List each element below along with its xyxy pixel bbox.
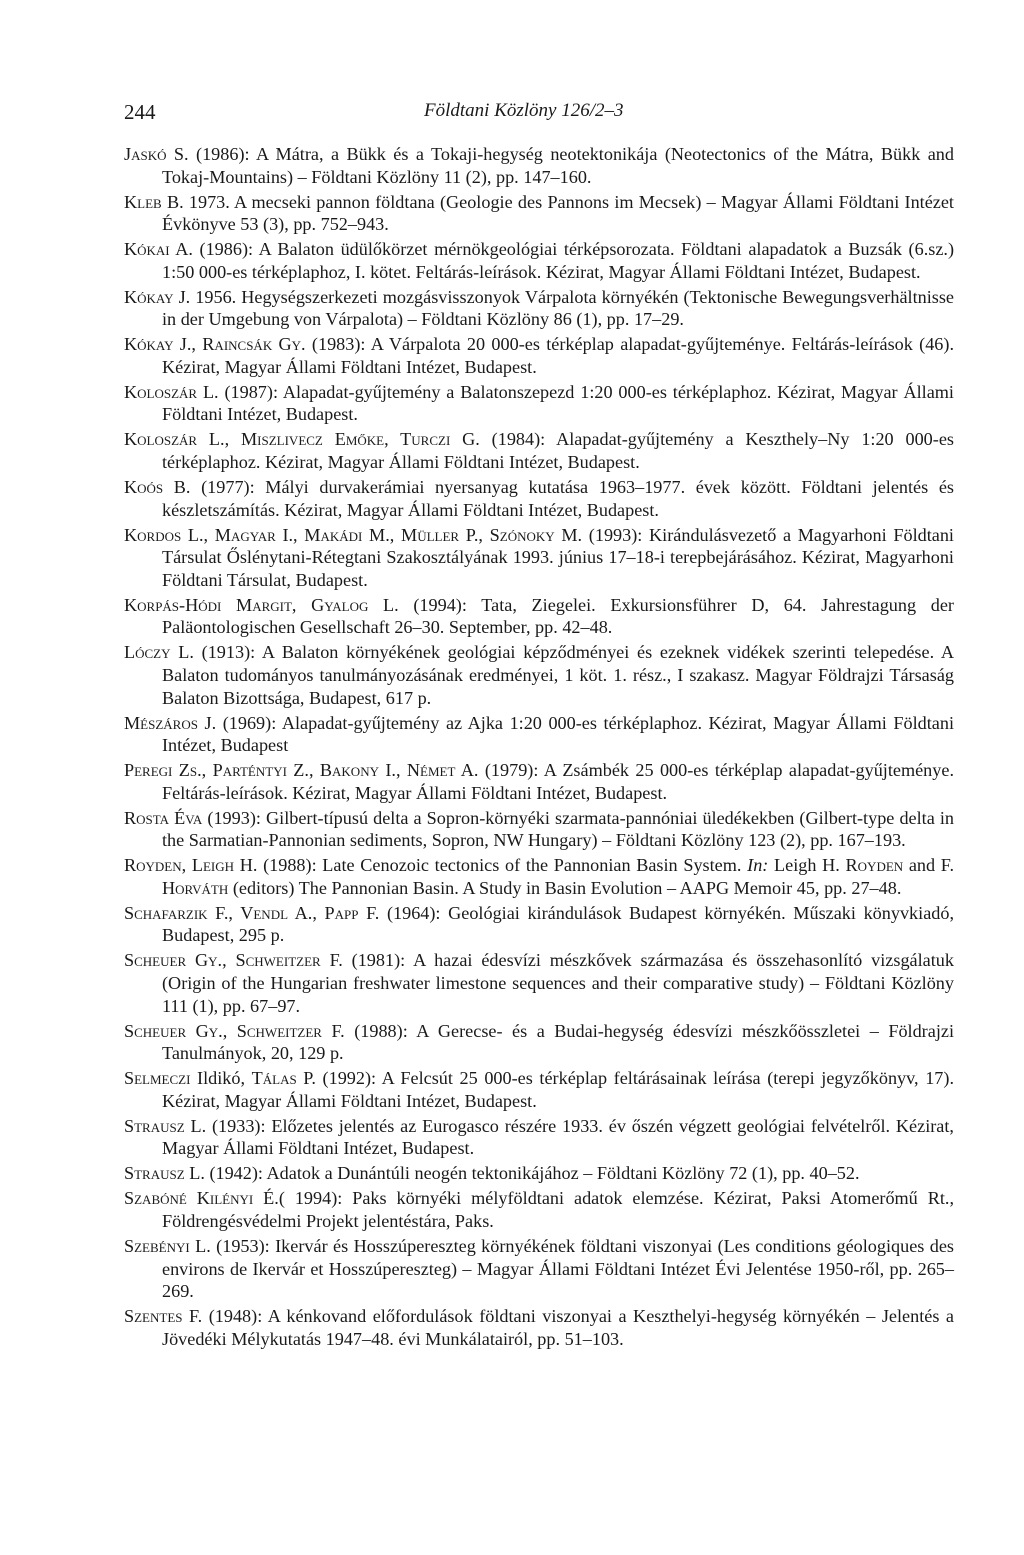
reference-entry (124, 476, 954, 521)
reference-text: (1993): Gilbert-típusú delta a Sopron-környéki szarmata-pannóniai üledékekben (Gilbert-type delta in the Sarmatian-Pannonian sediments, Sopron, NW Hungary) – Földtani Közlöny 123 (2), pp. 167–193. (162, 807, 955, 851)
reference-text: (1948): A kénkovand előfordulások földtani viszonyai a Keszthelyi-hegység környékén – Jelentés a Jövedéki Mélykutatás 1947–48. évi Munkálatairól, pp. 51–103. (162, 1306, 955, 1349)
reference-authors: Koloszár L. (124, 381, 219, 402)
reference-entry (124, 1020, 954, 1065)
reference-authors: Kordos L., Magyar I., Makádi M., Müller P., Szónoky M. (124, 524, 583, 545)
reference-authors: Strausz L. (124, 1115, 207, 1136)
reference-text: (1969): Alapadat-gyűjtemény az Ajka 1:20 000-es térképlaphoz. Kézirat, Magyar Állami Földtani Intézet, Budapest (162, 712, 954, 756)
reference-entry (124, 1305, 954, 1350)
reference-entry (124, 641, 954, 709)
reference-entry (124, 902, 954, 947)
reference-text: (1953): Ikervár és Hosszúpereszteg környékének földtani viszonyai (Les conditions géologiques des environs de Ikervár et Hosszúpereszteg) – Magyar Állami Földtani Intézet Évi Jelentése 1950-ről, pp. 265–269. (162, 1235, 955, 1302)
reference-entry (124, 1067, 954, 1112)
reference-text: 1956. Hegységszerkezeti mozgásvisszonyok Várpalota környékén (Tektonische Bewegungsverhältnisse in der Umgebung von Várpalota) – Földtani Közlöny 86 (1), pp. 17–29. (162, 286, 954, 330)
reference-text: ( 1994): Paks környéki mélyföldtani adatok elemzése. Kézirat, Paksi Atomerőmű Rt., Földrengésvédelmi Projekt jelentéstára, Paks. (162, 1188, 954, 1231)
reference-authors: Kókay J., Raincsák Gy. (124, 334, 306, 355)
reference-authors: Selmeczi (124, 1068, 191, 1089)
reference-text: (1977): Mályi durvakerámiai nyersanyag kutatása 1963–1977. évek között. Földtani jelentés és készletszámítás. Kézirat, Magyar Állami Földtani Intézet, Budapest. (162, 477, 954, 520)
reference-entry (124, 594, 954, 639)
reference-text: (1986): A Balaton üdülőkörzet mérnökgeológiai térképsorozata. Földtani alapadatok a Buzsák (6.sz.) 1:50 000-es térképlaphoz, I. kötet. Feltárás-leírások. Kézirat, Magyar Állami Földtani Intézet, Budapest. (162, 239, 954, 282)
reference-authors: Peregi Zs., Parténtyi Z., Bakony I., Német A. (124, 760, 479, 781)
reference-text: (1981): A hazai édesvízi mészkővek származása és összehasonlító vizsgálatuk (Origin of the Hungarian freshwater limestone sequences and their comparative study) – Földtani Közlöny 111 (1), pp. 67–97. (162, 950, 954, 1016)
reference-authors: Rosta Éva (124, 807, 203, 828)
reference-text: (1994): Tata, Ziegelei. Exkursionsführer D, 64. Jahrestagung der Paläontologischen Gesellschaft 26–30. September, pp. 42–48. (162, 594, 954, 638)
reference-authors: Lóczy L. (124, 642, 194, 663)
reference-text: (1986): A Mátra, a Bükk és a Tokaji-hegység neotektonikája (Neotectonics of the Mátra, Bükk and Tokaj-Mountains) – Földtani Közlöny 11 (2), pp. 147–160. (162, 144, 954, 187)
page-header (124, 100, 952, 128)
reference-authors: Koós B. (124, 477, 191, 498)
reference-text: (1913): A Balaton környékének geológiai képződményei és ezeknek vidékek szerinti telepedése. A Balaton tudományos tanulmányozásának eredményei, 1 köt. 1. rész., I szakasz. Magyar Földrajzi Társaság Balaton Bizottsága, Budapest, 617 p. (162, 642, 954, 708)
reference-text: Leigh H. (768, 855, 846, 876)
running-title: Földtani Közlöny 126/2–3 (424, 100, 624, 121)
reference-entry (124, 238, 954, 283)
reference-authors: Kókay J. (124, 286, 191, 307)
reference-text: (1942): Adatok a Dunántúli neogén tektonikájához – Földtani Közlöny 72 (1), pp. 40–52. (204, 1163, 860, 1184)
reference-authors: Jaskó S. (124, 144, 189, 164)
reference-text: Ildikó, (190, 1068, 252, 1089)
reference-entry (124, 1187, 954, 1232)
page-number: 244 (124, 100, 156, 124)
reference-authors: Korpás-Hódi Margit, Gyalog L. (124, 594, 399, 615)
reference-text: (1988): A Gerecse- és a Budai-hegység édesvízi mészkőösszletei – Földrajzi Tanulmányok, 20, 129 p. (162, 1020, 954, 1064)
reference-entry (124, 286, 954, 331)
reference-authors: Scheuer Gy., Schweitzer F. (124, 1020, 345, 1041)
reference-entry (124, 712, 954, 757)
reference-entry (124, 191, 954, 236)
reference-entry (124, 524, 954, 592)
reference-entry (124, 143, 954, 188)
reference-text: P. (1992): A Felcsút 25 000-es térképlap feltárásainak leírása (terepi jegyzőkönyv, 17). Kézirat, Magyar Állami Földtani Intézet, Budapest. (162, 1068, 954, 1111)
reference-authors: Royden (845, 855, 904, 876)
reference-text: (1988): Late Cenozoic tectonics of the Pannonian Basin System. (257, 855, 748, 876)
reference-authors: Mészáros J. (124, 712, 217, 733)
reference-text: (1979): A Zsámbék 25 000-es térképlap alapadat-gyűjteménye. Feltárás-leírások. Kézirat, Magyar Állami Földtani Intézet, Budapest. (162, 760, 954, 803)
reference-entry (124, 759, 954, 804)
reference-italic: In: (747, 855, 769, 876)
reference-text: and F. (903, 855, 954, 876)
reference-authors: Kókai A. (124, 239, 193, 260)
reference-text: (1933): Előzetes jelentés az Eurogasco részére 1933. év őszén végzett geológiai felvételről. Kézirat, Magyar Állami Földtani Intézet, Budapest. (162, 1115, 954, 1159)
reference-text: (1987): Alapadat-gyűjtemény a Balatonszepezd 1:20 000-es térképlaphoz. Kézirat, Magyar Állami Földtani Intézet, Budapest. (162, 381, 954, 425)
reference-entry (124, 381, 954, 426)
reference-entry (124, 428, 954, 473)
reference-authors: Royden, Leigh H. (124, 855, 258, 876)
reference-authors: Tálas (251, 1068, 297, 1089)
reference-text: 1973. A mecseki pannon földtana (Geologie des Pannons im Mecsek) – Magyar Állami Földtani Intézet Évkönyve 53 (3), pp. 752–943. (162, 191, 954, 235)
reference-authors: Schafarzik F., Vendl A., Papp F. (124, 902, 380, 923)
reference-authors: Szentes F. (124, 1306, 203, 1327)
reference-text: (1983): A Várpalota 20 000-es térképlap alapadat-gyűjteménye. Feltárás-leírások (46). Kézirat, Magyar Állami Földtani Intézet, Budapest. (162, 334, 954, 377)
reference-authors: Szebényi L. (124, 1235, 211, 1256)
reference-authors: Kleb B. (124, 191, 184, 212)
reference-authors: Scheuer Gy., Schweitzer F. (124, 950, 343, 971)
reference-entry (124, 807, 954, 852)
reference-entry (124, 949, 954, 1017)
reference-entry (124, 1235, 954, 1303)
reference-entry (124, 1162, 954, 1185)
reference-authors: Koloszár L., Miszlivecz Emőke, Turczi G. (124, 429, 480, 450)
reference-entry (124, 854, 954, 899)
reference-text: (1964): Geológiai kirándulások Budapest környékén. Műszaki könyvkiadó, Budapest, 295 p. (162, 902, 954, 946)
reference-entry (124, 333, 954, 378)
reference-text: (1993): Kirándulásvezető a Magyarhoni Földtani Társulat Őslénytani-Rétegtani Szakosztályának 1993. június 17–18-i terepbejárásához. Kézirat, Magyarhoni Földtani Társulat, Budapest. (162, 524, 954, 590)
reference-list (124, 143, 954, 1353)
reference-authors: Szabóné Kilényi É. (124, 1188, 279, 1209)
reference-text: (editors) The Pannonian Basin. A Study in Basin Evolution – AAPG Memoir 45, pp. 27–48. (228, 877, 902, 898)
reference-authors: Horváth (162, 877, 229, 898)
reference-text: (1984): Alapadat-gyűjtemény a Keszthely–Ny 1:20 000-es térképlaphoz. Kézirat, Magyar Állami Földtani Intézet, Budapest. (162, 429, 954, 473)
reference-entry (124, 1115, 954, 1160)
reference-authors: Strausz L. (124, 1163, 205, 1184)
